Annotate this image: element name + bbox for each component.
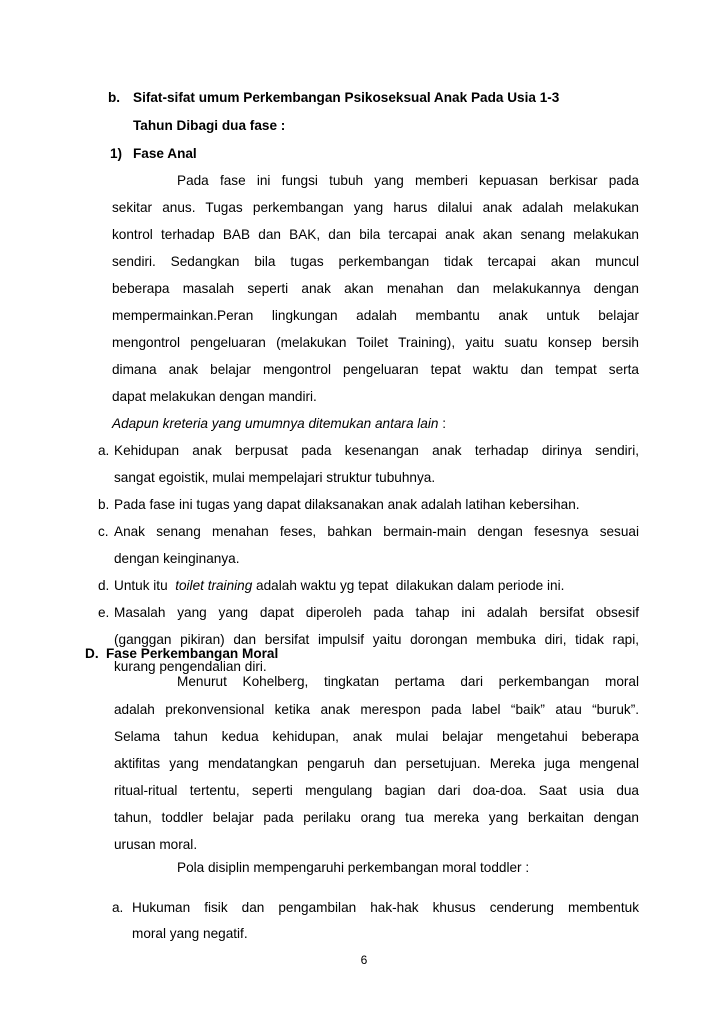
criteria-intro bbox=[112, 415, 446, 433]
criteria-label: e. bbox=[98, 605, 110, 620]
criteria-d-post: adalah waktu yg tepat dilakukan dalam periode ini. bbox=[252, 578, 565, 593]
criteria-text: (ganggan pikiran) dan bersifat impulsif yaitu dorongan membuka diri, tidak rapi, bbox=[114, 632, 639, 647]
criteria-text: Anak senang menahan feses, bahkan bermain-main dengan fesesnya sesuai bbox=[114, 524, 639, 539]
criteria-text: sangat egoistik, mulai mempelajari struktur tubuhnya. bbox=[114, 470, 436, 485]
section-d-para-line: Menurut Kohelberg, tingkatan pertama dari perkembangan moral bbox=[177, 674, 639, 689]
fase-anal-para-line: mempermainkan.Peran lingkungan adalah membantu anak untuk belajar bbox=[112, 308, 639, 323]
section-d-para-line: tahun, toddler belajar pada perilaku orang tua mereka yang berkaitan dengan bbox=[114, 810, 639, 825]
pola-item-label: a. bbox=[112, 900, 124, 915]
criteria-d-italic: toilet training bbox=[175, 578, 253, 593]
pola-intro: Pola disiplin mempengaruhi perkembangan moral toddler : bbox=[177, 860, 530, 875]
section-b-heading-line2: Tahun Dibagi dua fase : bbox=[133, 118, 286, 133]
section-d-para-line: urusan moral. bbox=[114, 837, 198, 852]
fase-anal-para-line: sendiri. Sedangkan bila tugas perkembangan tidak tercapai akan muncul bbox=[112, 254, 639, 269]
criteria-label: b. bbox=[98, 497, 110, 512]
fase-anal-para-line: beberapa masalah seperti anak akan menahan dan melakukannya dengan bbox=[112, 281, 639, 296]
fase-anal-label: 1) bbox=[110, 146, 123, 161]
criteria-intro-colon: : bbox=[438, 416, 447, 431]
pola-item-text: Hukuman fisik dan pengambilan hak-hak khusus cenderung membentuk bbox=[132, 900, 639, 915]
section-d-para-line: aktifitas yang mendatangkan pengaruh dan persetujuan. Mereka juga mengenal bbox=[114, 756, 639, 771]
section-d-title: Fase Perkembangan Moral bbox=[106, 646, 279, 661]
criteria-d-pre: Untuk itu bbox=[114, 578, 176, 593]
fase-anal-title: Fase Anal bbox=[133, 146, 197, 161]
section-d-para-line: adalah prekonvensional ketika anak merespon pada label “baik” atau “buruk”. bbox=[114, 702, 639, 717]
section-b-label: b. bbox=[108, 90, 121, 105]
pola-item-text: moral yang negatif. bbox=[132, 926, 248, 941]
section-d-para-line: ritual-ritual tertentu, seperti mengulang bagian dari doa-doa. Saat usia dua bbox=[114, 783, 639, 798]
criteria-label: d. bbox=[98, 578, 110, 593]
fase-anal-para-line: dapat melakukan dengan mandiri. bbox=[112, 389, 317, 404]
criteria-text: dengan keinginanya. bbox=[114, 551, 240, 566]
section-b-heading-line1: Sifat-sifat umum Perkembangan Psikoseksual Anak Pada Usia 1-3 bbox=[133, 90, 560, 105]
fase-anal-para-line: sekitar anus. Tugas perkembangan yang harus dilalui anak adalah melakukan bbox=[112, 200, 639, 215]
criteria-text: kurang pengendalian diri. bbox=[114, 659, 267, 674]
page-number: 6 bbox=[360, 953, 368, 967]
section-d-para-line: Selama tahun kedua kehidupan, anak mulai belajar mengetahui beberapa bbox=[114, 729, 639, 744]
fase-anal-para-line: dimana anak belajar mengontrol pengeluaran tepat waktu dan tempat serta bbox=[112, 362, 639, 377]
fase-anal-para-line: kontrol terhadap BAB dan BAK, dan bila tercapai anak akan senang melakukan bbox=[112, 227, 639, 242]
criteria-intro-italic: Adapun kreteria yang umumnya ditemukan antara lain bbox=[112, 416, 439, 431]
criteria-label: c. bbox=[98, 524, 109, 539]
fase-anal-para-line: mengontrol pengeluaran (melakukan Toilet Training), yaitu suatu konsep bersih bbox=[112, 335, 639, 350]
fase-anal-para-line: Pada fase ini fungsi tubuh yang memberi kepuasan berkisar pada bbox=[177, 173, 639, 188]
criteria-text: Masalah yang yang dapat diperoleh pada tahap ini adalah bersifat obsesif bbox=[114, 605, 639, 620]
criteria-text: Pada fase ini tugas yang dapat dilaksanakan anak adalah latihan kebersihan. bbox=[114, 497, 580, 512]
section-d-label: D. bbox=[85, 646, 99, 661]
criteria-label: a. bbox=[98, 443, 110, 458]
criteria-text bbox=[114, 577, 564, 595]
criteria-text: Kehidupan anak berpusat pada kesenangan anak terhadap dirinya sendiri, bbox=[114, 443, 639, 458]
